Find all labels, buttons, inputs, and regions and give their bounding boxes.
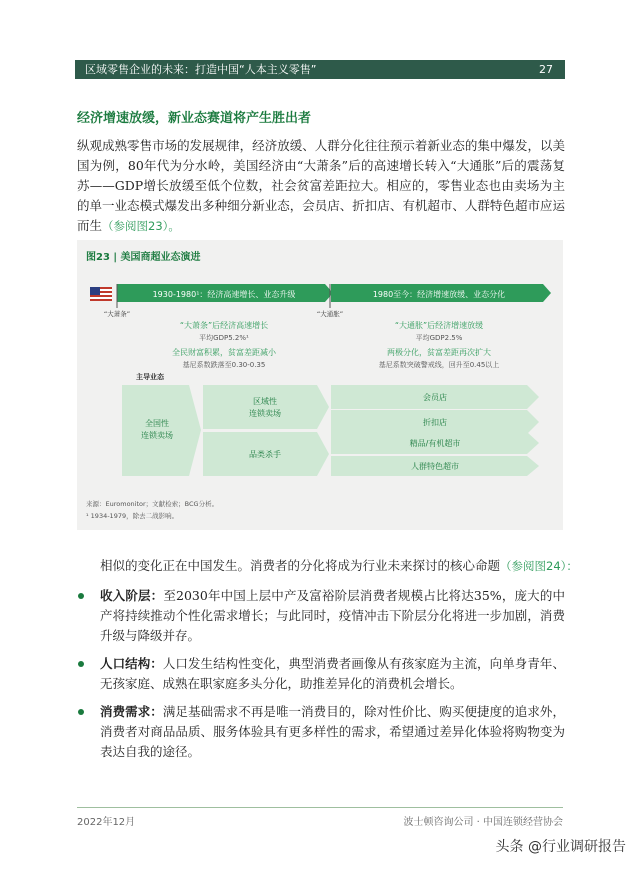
footer-divider <box>77 807 563 808</box>
figure-diagram <box>77 240 563 530</box>
figure-source: 来源：Euromonitor；文献检索；BCG分析。 <box>86 500 219 508</box>
period1-label: 1930-1980¹：经济高速增长、业态升级 <box>152 290 296 299</box>
page-header <box>75 60 565 79</box>
footer-date: 2022年12月 <box>77 817 136 828</box>
format-right-label-3: 精品/有机超市 <box>409 439 461 448</box>
bullet-dot-3 <box>78 709 84 715</box>
marker-great-depression: “大萧条” <box>103 310 131 318</box>
left-heading2: 全民财富积累，贫富差距减小 <box>172 348 276 357</box>
header-title: 区域零售企业的未来：打造中国“人本主义零售” <box>85 63 317 76</box>
format-right-label-4: 人群特色超市 <box>411 462 459 471</box>
format-mid1-line2: 连锁卖场 <box>249 409 281 418</box>
left-gdp: 平均GDP5.2%¹ <box>199 334 249 342</box>
figure-title: 图23 | 美国商超业态演进 <box>86 252 201 263</box>
right-heading2: 两极分化，贫富差距再次扩大 <box>387 348 491 357</box>
left-gini: 基尼系数跌落至0.30-0.35 <box>182 361 266 369</box>
format-base-line1: 全国性 <box>145 419 169 428</box>
bullet-income-label: 收入阶层： <box>100 588 164 603</box>
right-gini: 基尼系数突破警戒线，回升至0.45以上 <box>378 361 500 369</box>
bullet-dot-1 <box>78 593 84 599</box>
transition-paragraph <box>100 556 578 574</box>
watermark: 头条 @行业调研报告 <box>495 839 626 855</box>
us-flag-icon <box>90 287 112 301</box>
format-mid2-label: 品类杀手 <box>249 450 281 459</box>
section-title: 经济增速放缓，新业态赛道将产生胜出者 <box>77 111 312 126</box>
period2-label: 1980至今：经济增速放缓、业态分化 <box>372 290 506 299</box>
bullet-demand-text: 满足基础需求不再是唯一消费目的，除对性价比、购买便捷度的追求外，消费者对商品品质、服务体验具有更多样性的需求，希望通过差异化体验将购物变为表达自我的途径。 <box>100 704 565 759</box>
figure23-reference[interactable]: （参阅图23）。 <box>102 219 180 233</box>
transition-text: 相似的变化正在中国发生。消费者的分化将成为行业未来探讨的核心命题 <box>100 558 501 573</box>
format-mid1-block <box>203 385 329 429</box>
format-right-label-2: 折扣店 <box>423 418 447 427</box>
intro-paragraph <box>77 136 565 236</box>
bullet-income-text: 至2030年中国上层中产及富裕阶层消费者规模占比将达35%，庞大的中产将持续推动个性化需求增长；与此同时，疫情冲击下阶层分化将进一步加剧，消费升级与降级并存。 <box>100 588 565 643</box>
bullet-dot-2 <box>78 661 84 667</box>
intro-text: 纵观成熟零售市场的发展规律，经济放缓、人群分化往往预示着新业态的集中爆发，以美国为例，80年代为分水岭，美国经济由“大萧条”后的高速增长转入“大通胀”后的震荡复苏——GDP增长放缓至低个位数，社会贫富差距拉大。相应的，零售业态也由卖场为主的单一业态模式爆发出多种细分新业态，会员店、折扣店、有机超市、人群特色超市应运而生 <box>77 138 565 233</box>
format-base-line2: 连锁卖场 <box>141 431 173 440</box>
figure-23 <box>77 240 563 530</box>
footer-org: 波士顿咨询公司 · 中国连锁经营协会 <box>403 817 563 828</box>
bullet-demand <box>100 702 565 762</box>
main-format-label: 主导业态 <box>136 373 164 381</box>
page-number: 27 <box>539 63 553 76</box>
bullet-demand-label: 消费需求： <box>100 704 163 719</box>
bullet-population <box>100 654 565 694</box>
figure-note: ¹ 1934-1979，除去二战影响。 <box>86 512 179 520</box>
right-gdp: 平均GDP2.5% <box>415 334 463 342</box>
marker-great-inflation: “大通胀” <box>316 310 344 318</box>
format-mid1-line1: 区域性 <box>253 397 277 406</box>
right-heading: “大通胀”后经济增速放缓 <box>394 321 484 330</box>
bullet-population-text: 人口发生结构性变化，典型消费者画像从有孩家庭为主流，向单身青年、无孩家庭、成熟在职家庭多头分化，助推差异化的消费机会增长。 <box>100 656 565 691</box>
figure24-reference[interactable]: （参阅图24）： <box>500 559 578 573</box>
bullet-population-label: 人口结构： <box>100 656 163 671</box>
left-heading: “大萧条”后经济高速增长 <box>179 321 269 330</box>
bullet-income <box>100 586 565 646</box>
format-right-label-1: 会员店 <box>423 393 447 402</box>
